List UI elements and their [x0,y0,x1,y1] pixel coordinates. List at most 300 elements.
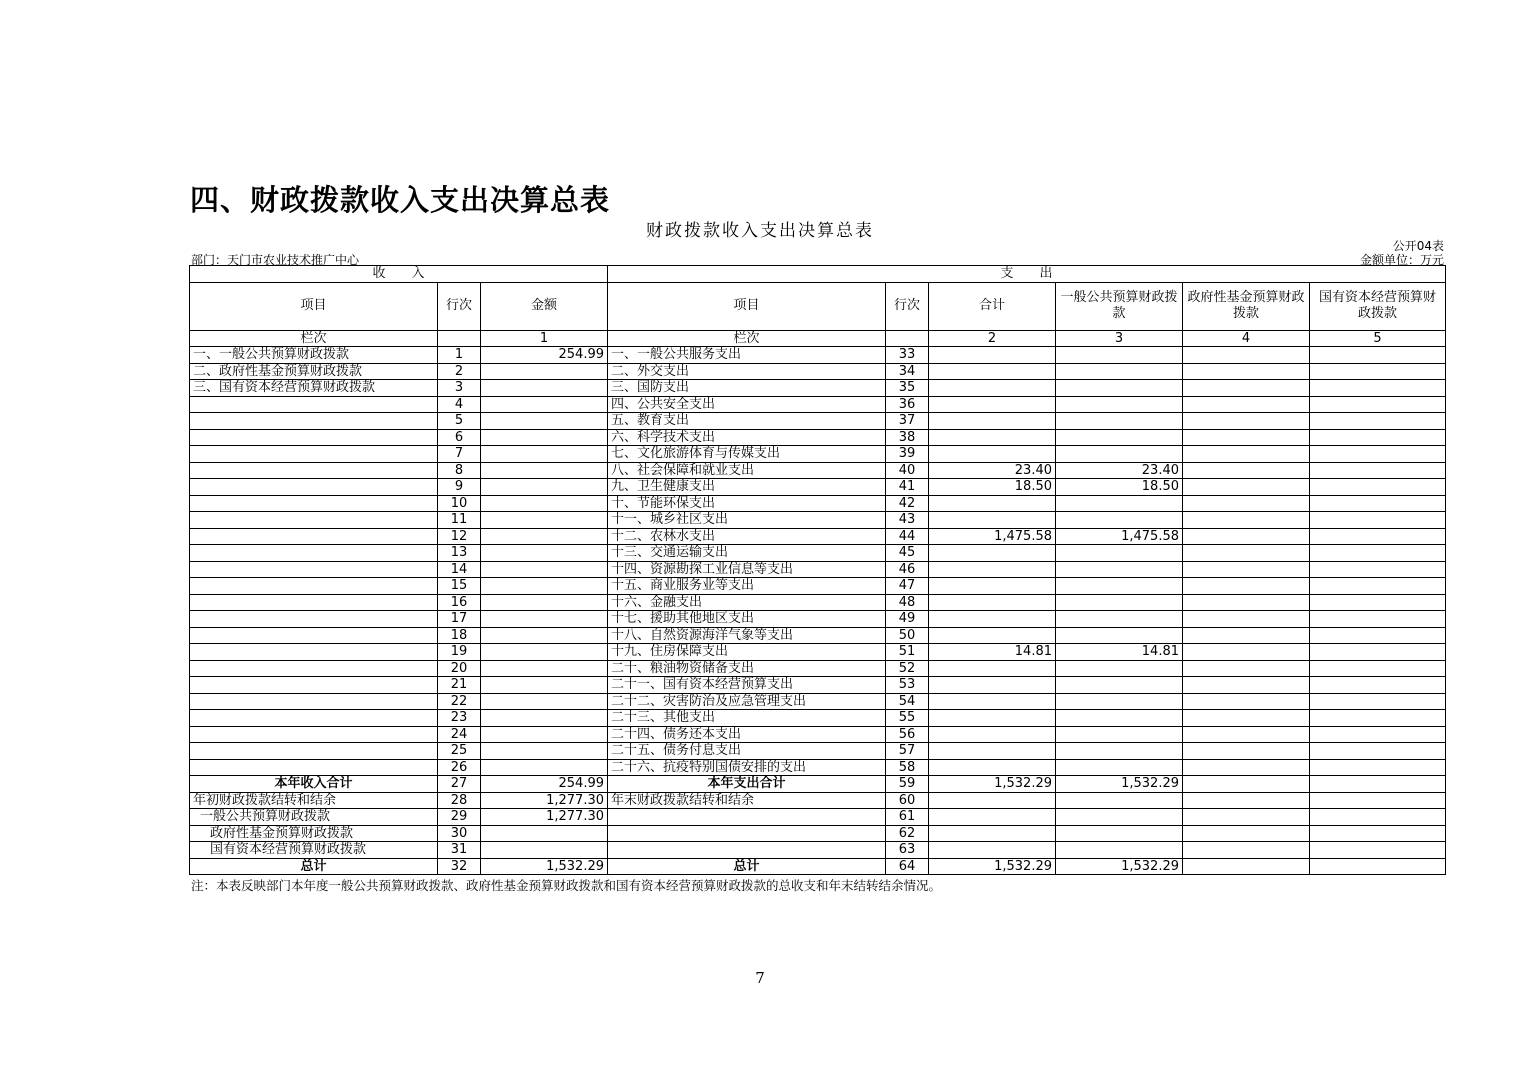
expense-row-no-cell: 58 [886,759,929,776]
total-cell [929,446,1056,463]
total-cell: 23.40 [929,462,1056,479]
expense-item-cell: 九、卫生健康支出 [608,479,886,496]
income-row-no-cell: 25 [438,743,481,760]
fund-budget-cell [1183,380,1310,397]
state-capital-cell [1310,842,1446,859]
income-item-cell [190,545,438,562]
expense-row-no-cell: 35 [886,380,929,397]
state-capital-cell [1310,677,1446,694]
fund-budget-cell [1183,677,1310,694]
total-cell [929,429,1056,446]
col-header-income-item: 项目 [190,282,438,330]
general-budget-cell [1056,363,1183,380]
table-row [190,660,1446,677]
income-row-no-cell: 19 [438,644,481,661]
table-row [190,710,1446,727]
income-item-cell [190,413,438,430]
table-row [190,479,1446,496]
income-row-no-cell: 23 [438,710,481,727]
income-amount-cell [481,759,608,776]
total-cell [929,710,1056,727]
income-row-no-cell: 30 [438,825,481,842]
income-amount-cell [481,611,608,628]
expense-item-cell: 二十二、灾害防治及应急管理支出 [608,693,886,710]
income-item-cell: 三、国有资本经营预算财政拨款 [190,380,438,397]
total-cell [929,809,1056,826]
expense-item-cell: 二十四、债务还本支出 [608,726,886,743]
total-cell [929,347,1056,364]
fund-budget-cell [1183,528,1310,545]
income-row-no-cell: 4 [438,396,481,413]
general-budget-cell: 1,475.58 [1056,528,1183,545]
col-index-label-left: 栏次 [190,330,438,347]
expense-item-cell: 七、文化旅游体育与传媒支出 [608,446,886,463]
income-amount-cell [481,512,608,529]
col-index-1: 1 [481,330,608,347]
general-budget-cell [1056,809,1183,826]
expense-row-no-cell: 47 [886,578,929,595]
state-capital-cell [1310,627,1446,644]
expense-row-no-cell: 37 [886,413,929,430]
income-amount-cell [481,462,608,479]
state-capital-cell [1310,693,1446,710]
total-cell [929,825,1056,842]
table-row [190,825,1446,842]
income-amount-cell [481,363,608,380]
state-capital-cell [1310,825,1446,842]
table-row [190,578,1446,595]
col-index-empty [438,330,481,347]
income-section-header: 收 入 [190,266,608,283]
total-cell [929,743,1056,760]
expense-item-cell: 十五、商业服务业等支出 [608,578,886,595]
table-row [190,413,1446,430]
state-capital-cell [1310,578,1446,595]
total-cell [929,611,1056,628]
state-capital-cell [1310,660,1446,677]
total-cell [929,677,1056,694]
state-capital-cell [1310,809,1446,826]
column-header-row [190,282,1446,330]
general-budget-cell [1056,627,1183,644]
income-row-no-cell: 16 [438,594,481,611]
column-index-row [190,330,1446,347]
fund-budget-cell [1183,660,1310,677]
expense-row-no-cell: 53 [886,677,929,694]
table-row [190,644,1446,661]
expense-item-cell: 十八、自然资源海洋气象等支出 [608,627,886,644]
general-budget-cell [1056,693,1183,710]
state-capital-cell [1310,644,1446,661]
expense-row-no-cell: 44 [886,528,929,545]
income-row-no-cell: 15 [438,578,481,595]
state-capital-cell [1310,726,1446,743]
income-row-no-cell: 29 [438,809,481,826]
expense-item-cell: 十、节能环保支出 [608,495,886,512]
state-capital-cell [1310,759,1446,776]
income-item-cell [190,693,438,710]
department-label: 部门：天门市农业技术推广中心 [191,253,360,267]
income-row-no-cell: 3 [438,380,481,397]
table-row [190,545,1446,562]
income-item-cell [190,611,438,628]
fund-budget-cell [1183,363,1310,380]
income-amount-cell: 1,277.30 [481,792,608,809]
table-row [190,842,1446,859]
footnote: 注：本表反映部门本年度一般公共预算财政拨款、政府性基金预算财政拨款和国有资本经营预算财政拨款的总收支和年末结转结余情况。 [191,878,942,893]
general-budget-cell: 23.40 [1056,462,1183,479]
table-row [190,512,1446,529]
general-budget-cell [1056,759,1183,776]
fund-budget-cell [1183,858,1310,875]
income-item-cell [190,743,438,760]
general-budget-cell [1056,347,1183,364]
expense-item-cell: 八、社会保障和就业支出 [608,462,886,479]
budget-table [189,265,1446,875]
expense-item-cell [608,809,886,826]
col-header-income-row-no: 行次 [438,282,481,330]
state-capital-cell [1310,545,1446,562]
income-item-cell [190,479,438,496]
state-capital-cell [1310,380,1446,397]
income-item-cell [190,446,438,463]
total-cell [929,380,1056,397]
general-budget-cell [1056,380,1183,397]
state-capital-cell [1310,462,1446,479]
income-amount-cell: 1,532.29 [481,858,608,875]
expense-item-cell: 本年支出合计 [608,776,886,793]
table-row [190,743,1446,760]
fund-budget-cell [1183,561,1310,578]
income-item-cell: 国有资本经营预算财政拨款 [190,842,438,859]
expense-item-cell: 十三、交通运输支出 [608,545,886,562]
income-row-no-cell: 24 [438,726,481,743]
total-cell [929,759,1056,776]
income-row-no-cell: 5 [438,413,481,430]
state-capital-cell [1310,858,1446,875]
general-budget-cell: 14.81 [1056,644,1183,661]
total-cell: 14.81 [929,644,1056,661]
total-cell [929,792,1056,809]
income-item-cell [190,627,438,644]
fund-budget-cell [1183,347,1310,364]
total-cell [929,413,1056,430]
income-amount-cell [481,545,608,562]
general-budget-cell [1056,578,1183,595]
expense-item-cell [608,825,886,842]
general-budget-cell: 1,532.29 [1056,858,1183,875]
expense-row-no-cell: 33 [886,347,929,364]
expense-row-no-cell: 40 [886,462,929,479]
state-capital-cell [1310,495,1446,512]
income-row-no-cell: 14 [438,561,481,578]
income-row-no-cell: 7 [438,446,481,463]
state-capital-cell [1310,413,1446,430]
income-row-no-cell: 21 [438,677,481,694]
col-header-total: 合计 [929,282,1056,330]
fund-budget-cell [1183,512,1310,529]
col-index-empty [886,330,929,347]
expense-item-cell: 二十一、国有资本经营预算支出 [608,677,886,694]
expense-row-no-cell: 36 [886,396,929,413]
general-budget-cell [1056,677,1183,694]
total-cell [929,561,1056,578]
total-cell [929,842,1056,859]
general-budget-cell [1056,561,1183,578]
expense-row-no-cell: 55 [886,710,929,727]
income-row-no-cell: 1 [438,347,481,364]
col-index-label-right: 栏次 [608,330,886,347]
total-cell [929,545,1056,562]
fund-budget-cell [1183,743,1310,760]
general-budget-cell [1056,792,1183,809]
expense-row-no-cell: 51 [886,644,929,661]
income-item-cell [190,759,438,776]
income-item-cell: 本年收入合计 [190,776,438,793]
form-number: 公开04表 [1392,239,1444,253]
expense-row-no-cell: 61 [886,809,929,826]
income-item-cell: 一、一般公共预算财政拨款 [190,347,438,364]
expense-item-cell: 十六、金融支出 [608,594,886,611]
expense-item-cell: 十七、援助其他地区支出 [608,611,886,628]
expense-row-no-cell: 41 [886,479,929,496]
income-row-no-cell: 6 [438,429,481,446]
table-row [190,495,1446,512]
table-row [190,809,1446,826]
table-row [190,396,1446,413]
income-row-no-cell: 22 [438,693,481,710]
general-budget-cell [1056,413,1183,430]
income-item-cell [190,594,438,611]
total-cell [929,693,1056,710]
income-row-no-cell: 8 [438,462,481,479]
general-budget-cell [1056,660,1183,677]
income-amount-cell [481,495,608,512]
expense-row-no-cell: 59 [886,776,929,793]
col-header-expense-item: 项目 [608,282,886,330]
expense-item-cell: 十一、城乡社区支出 [608,512,886,529]
income-amount-cell [481,578,608,595]
expense-item-cell: 十九、住房保障支出 [608,644,886,661]
fund-budget-cell [1183,842,1310,859]
total-cell: 18.50 [929,479,1056,496]
expense-row-no-cell: 52 [886,660,929,677]
table-row [190,380,1446,397]
general-budget-cell [1056,396,1183,413]
col-index-4: 4 [1183,330,1310,347]
fund-budget-cell [1183,578,1310,595]
col-header-expense-row-no: 行次 [886,282,929,330]
total-cell: 1,532.29 [929,858,1056,875]
col-header-general: 一般公共预算财政拨款 [1056,282,1183,330]
total-cell: 1,475.58 [929,528,1056,545]
expense-item-cell [608,842,886,859]
income-amount-cell: 254.99 [481,776,608,793]
col-header-fund: 政府性基金预算财政拨款 [1183,282,1310,330]
expense-row-no-cell: 45 [886,545,929,562]
total-cell: 1,532.29 [929,776,1056,793]
total-cell [929,495,1056,512]
fund-budget-cell [1183,825,1310,842]
fund-budget-cell [1183,462,1310,479]
income-row-no-cell: 27 [438,776,481,793]
table-row [190,759,1446,776]
table-row [190,611,1446,628]
col-index-3: 3 [1056,330,1183,347]
expense-item-cell: 十二、农林水支出 [608,528,886,545]
fund-budget-cell [1183,545,1310,562]
general-budget-cell [1056,726,1183,743]
general-budget-cell [1056,710,1183,727]
expense-item-cell: 四、公共安全支出 [608,396,886,413]
col-index-2: 2 [929,330,1056,347]
state-capital-cell [1310,594,1446,611]
state-capital-cell [1310,611,1446,628]
table-row [190,429,1446,446]
fund-budget-cell [1183,792,1310,809]
state-capital-cell [1310,528,1446,545]
col-header-income-amount: 金额 [481,282,608,330]
section-header-row [190,266,1446,283]
table-row [190,693,1446,710]
fund-budget-cell [1183,693,1310,710]
general-budget-cell [1056,446,1183,463]
fund-budget-cell [1183,776,1310,793]
state-capital-cell [1310,446,1446,463]
income-row-no-cell: 32 [438,858,481,875]
income-amount-cell [481,396,608,413]
state-capital-cell [1310,561,1446,578]
income-amount-cell [481,644,608,661]
general-budget-cell [1056,495,1183,512]
general-budget-cell [1056,512,1183,529]
income-row-no-cell: 13 [438,545,481,562]
general-budget-cell: 1,532.29 [1056,776,1183,793]
income-item-cell [190,429,438,446]
expense-row-no-cell: 63 [886,842,929,859]
state-capital-cell [1310,776,1446,793]
state-capital-cell [1310,479,1446,496]
table-title: 财政拨款收入支出决算总表 [646,221,874,241]
income-amount-cell [481,825,608,842]
income-item-cell [190,561,438,578]
income-amount-cell [481,627,608,644]
income-item-cell [190,660,438,677]
state-capital-cell [1310,792,1446,809]
income-item-cell [190,396,438,413]
income-row-no-cell: 9 [438,479,481,496]
general-budget-cell [1056,743,1183,760]
col-index-5: 5 [1310,330,1446,347]
expense-row-no-cell: 60 [886,792,929,809]
income-row-no-cell: 17 [438,611,481,628]
fund-budget-cell [1183,479,1310,496]
fund-budget-cell [1183,611,1310,628]
total-cell [929,660,1056,677]
income-amount-cell [481,743,608,760]
income-row-no-cell: 28 [438,792,481,809]
table-row [190,561,1446,578]
fund-budget-cell [1183,495,1310,512]
expense-row-no-cell: 34 [886,363,929,380]
income-row-no-cell: 2 [438,363,481,380]
total-cell [929,726,1056,743]
expense-row-no-cell: 48 [886,594,929,611]
general-budget-cell [1056,825,1183,842]
income-item-cell [190,644,438,661]
income-item-cell [190,726,438,743]
fund-budget-cell [1183,809,1310,826]
income-amount-cell [481,528,608,545]
state-capital-cell [1310,363,1446,380]
expense-item-cell: 六、科学技术支出 [608,429,886,446]
income-amount-cell [481,842,608,859]
expense-row-no-cell: 38 [886,429,929,446]
expense-row-no-cell: 42 [886,495,929,512]
expense-row-no-cell: 57 [886,743,929,760]
table-row [190,792,1446,809]
expense-item-cell: 二十、粮油物资储备支出 [608,660,886,677]
expense-row-no-cell: 64 [886,858,929,875]
general-budget-cell [1056,842,1183,859]
income-item-cell [190,495,438,512]
page-heading: 四、财政拨款收入支出决算总表 [190,183,611,217]
total-cell [929,578,1056,595]
total-cell [929,363,1056,380]
fund-budget-cell [1183,594,1310,611]
income-amount-cell [481,710,608,727]
col-header-state: 国有资本经营预算财政拨款 [1310,282,1446,330]
expense-row-no-cell: 43 [886,512,929,529]
state-capital-cell [1310,743,1446,760]
income-item-cell: 政府性基金预算财政拨款 [190,825,438,842]
general-budget-cell [1056,545,1183,562]
income-item-cell [190,512,438,529]
income-amount-cell [481,677,608,694]
income-row-no-cell: 31 [438,842,481,859]
income-amount-cell [481,380,608,397]
income-row-no-cell: 12 [438,528,481,545]
expense-item-cell: 总计 [608,858,886,875]
unit-label: 金额单位：万元 [1359,253,1444,267]
general-budget-cell [1056,611,1183,628]
table-row [190,363,1446,380]
income-amount-cell [481,413,608,430]
fund-budget-cell [1183,627,1310,644]
expense-section-header: 支 出 [608,266,1446,283]
income-amount-cell: 1,277.30 [481,809,608,826]
page-number: 7 [755,969,765,987]
table-row [190,462,1446,479]
income-item-cell: 二、政府性基金预算财政拨款 [190,363,438,380]
expense-item-cell: 二、外交支出 [608,363,886,380]
total-cell [929,594,1056,611]
income-amount-cell [481,693,608,710]
expense-row-no-cell: 50 [886,627,929,644]
total-cell [929,396,1056,413]
table-row [190,446,1446,463]
fund-budget-cell [1183,759,1310,776]
income-amount-cell [481,479,608,496]
expense-row-no-cell: 56 [886,726,929,743]
state-capital-cell [1310,396,1446,413]
table-row [190,677,1446,694]
income-amount-cell: 254.99 [481,347,608,364]
expense-row-no-cell: 49 [886,611,929,628]
income-row-no-cell: 18 [438,627,481,644]
table-row [190,627,1446,644]
expense-item-cell: 年末财政拨款结转和结余 [608,792,886,809]
